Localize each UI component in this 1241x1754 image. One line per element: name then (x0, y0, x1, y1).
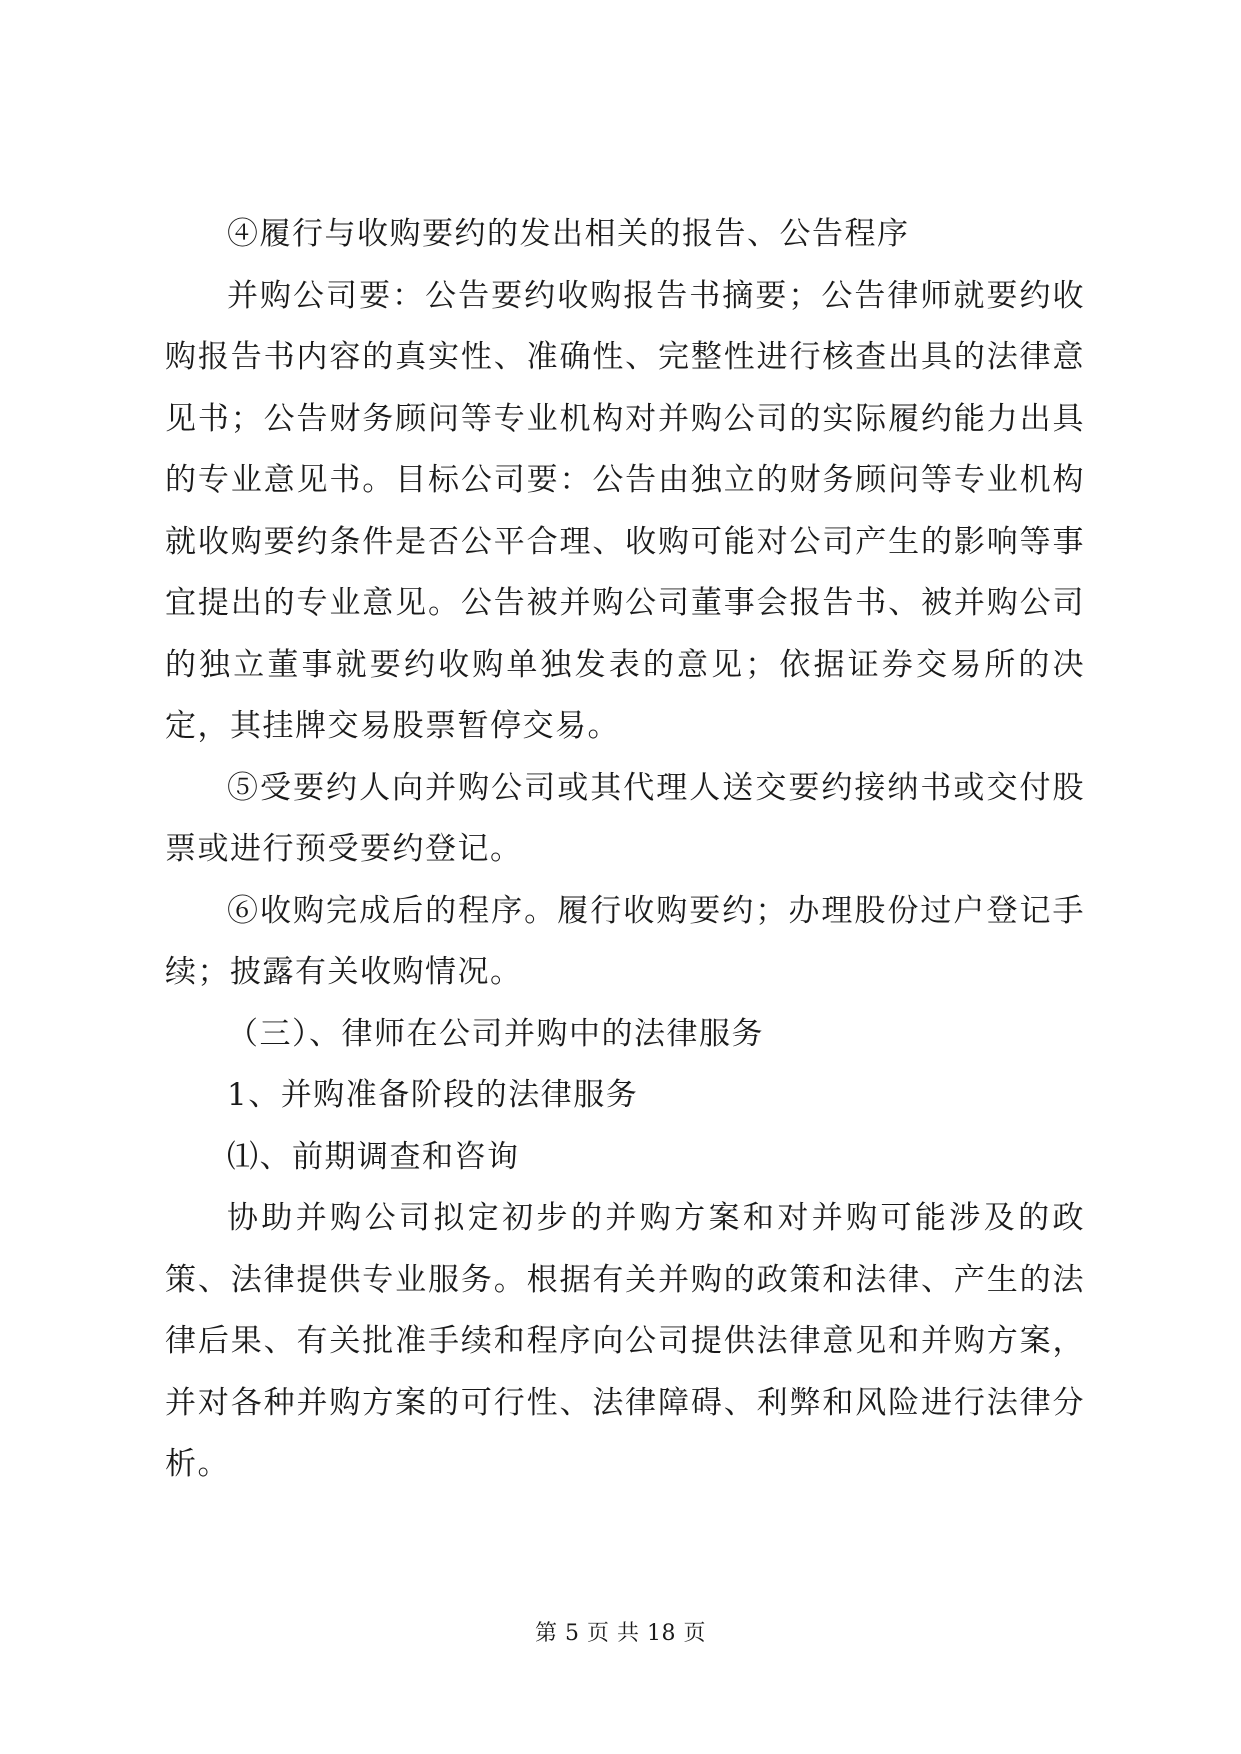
document-body (165, 204, 1085, 1496)
page-number-footer: 第 5 页 共 18 页 (535, 1621, 706, 1646)
subheading-preliminary-investigation: ⑴、前期调查和咨询 (227, 1138, 520, 1175)
paragraph-assist-merger-plan: 协助并购公司拟定初步的并购方案和对并购可能涉及的政策、法律提供专业服务。根据有关并购的政策和法律、产生的法律后果、有关批准手续和程序向公司提供法律意见和并购方案，并对各种并购方案的可行性、法律障碍、利弊和风险进行法律分析。 (165, 1200, 1085, 1482)
paragraph-offer-report-procedure: ④履行与收购要约的发出相关的报告、公告程序 (227, 216, 910, 252)
paragraph-announcement-duties: 并购公司要：公告要约收购报告书摘要；公告律师就要约收购报告书内容的真实性、准确性、完整性进行核查出具的法律意见书；公告财务顾问等专业机构对并购公司的实际履约能力出具的专业意见书。目标公司要：公告由独立的财务顾问等专业机构就收购要约条件是否公平合理、收购可能对公司产生的影响等事宜提出的专业意见。公告被并购公司董事会报告书、被并购公司的独立董事就要约收购单独发表的意见；依据证券交易所的决定，其挂牌交易股票暂停交易。 (165, 277, 1085, 744)
section-heading-lawyer-services: （三）、律师在公司并购中的法律服务 (227, 1015, 764, 1052)
subheading-preparation-stage: 1、并购准备阶段的法律服务 (227, 1077, 639, 1113)
paragraph-offeree-acceptance: ⑤受要约人向并购公司或其代理人送交要约接纳书或交付股票或进行预受要约登记。 (165, 769, 1085, 867)
paragraph-post-acquisition: ⑥收购完成后的程序。履行收购要约；办理股份过户登记手续；披露有关收购情况。 (165, 892, 1085, 990)
